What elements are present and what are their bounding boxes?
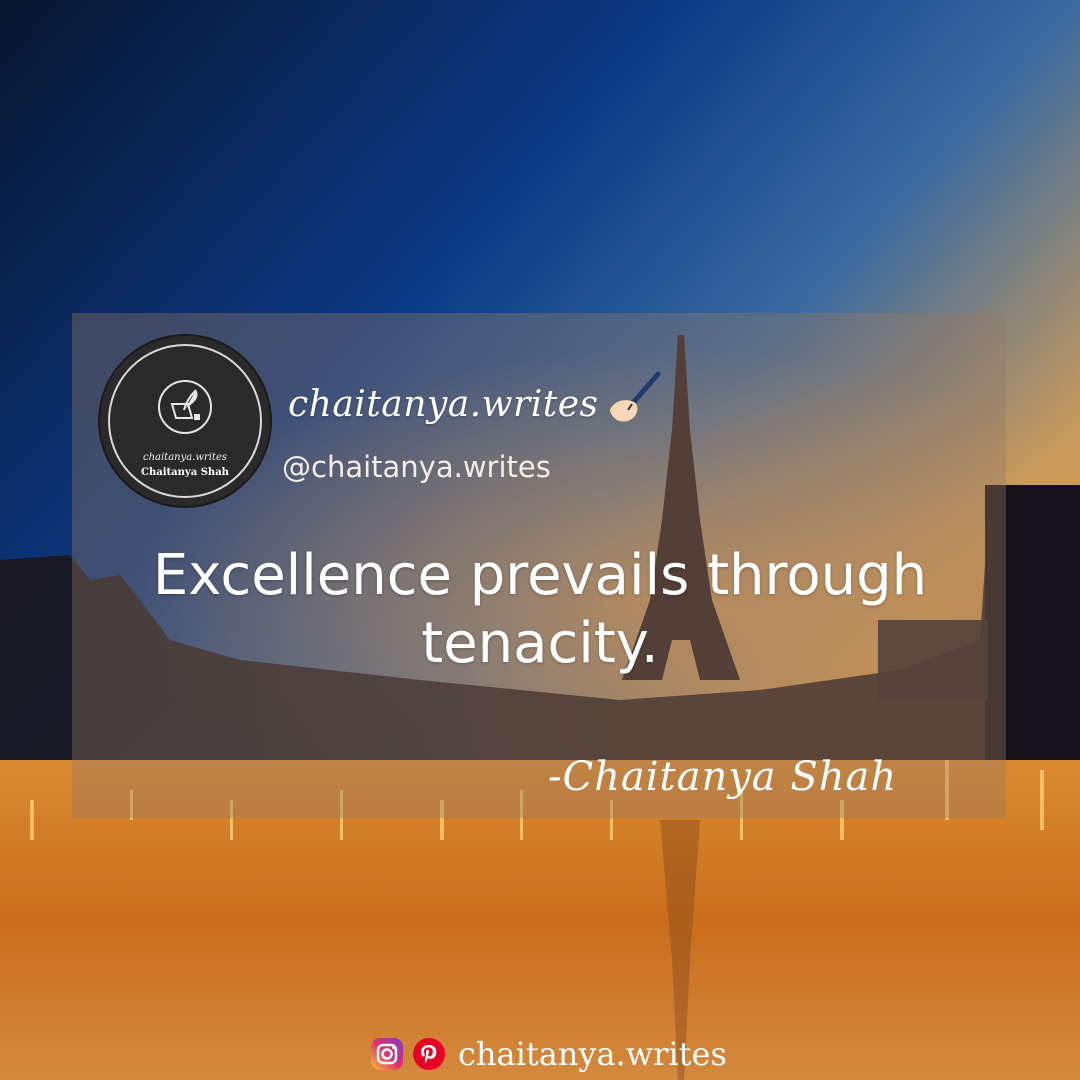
avatar-handle: chaitanya.writes <box>142 452 228 463</box>
brand-name-text: chaitanya.writes <box>288 384 599 425</box>
profile-avatar <box>100 336 270 506</box>
quote-text: Excellence prevails through tenacity. <box>152 543 928 676</box>
quill-paper-icon <box>156 378 214 436</box>
signature: -Chaitanya Shah <box>548 754 898 800</box>
avatar-name: Chaitanya Shah <box>141 467 229 478</box>
pinterest-icon[interactable] <box>412 1037 446 1071</box>
instagram-icon[interactable] <box>370 1037 404 1071</box>
social-footer <box>370 1034 727 1074</box>
footer-handle[interactable]: chaitanya.writes <box>458 1035 727 1073</box>
brand-name <box>288 370 664 430</box>
writing-hand-icon <box>604 370 664 430</box>
profile-handle: @chaitanya.writes <box>282 450 551 484</box>
